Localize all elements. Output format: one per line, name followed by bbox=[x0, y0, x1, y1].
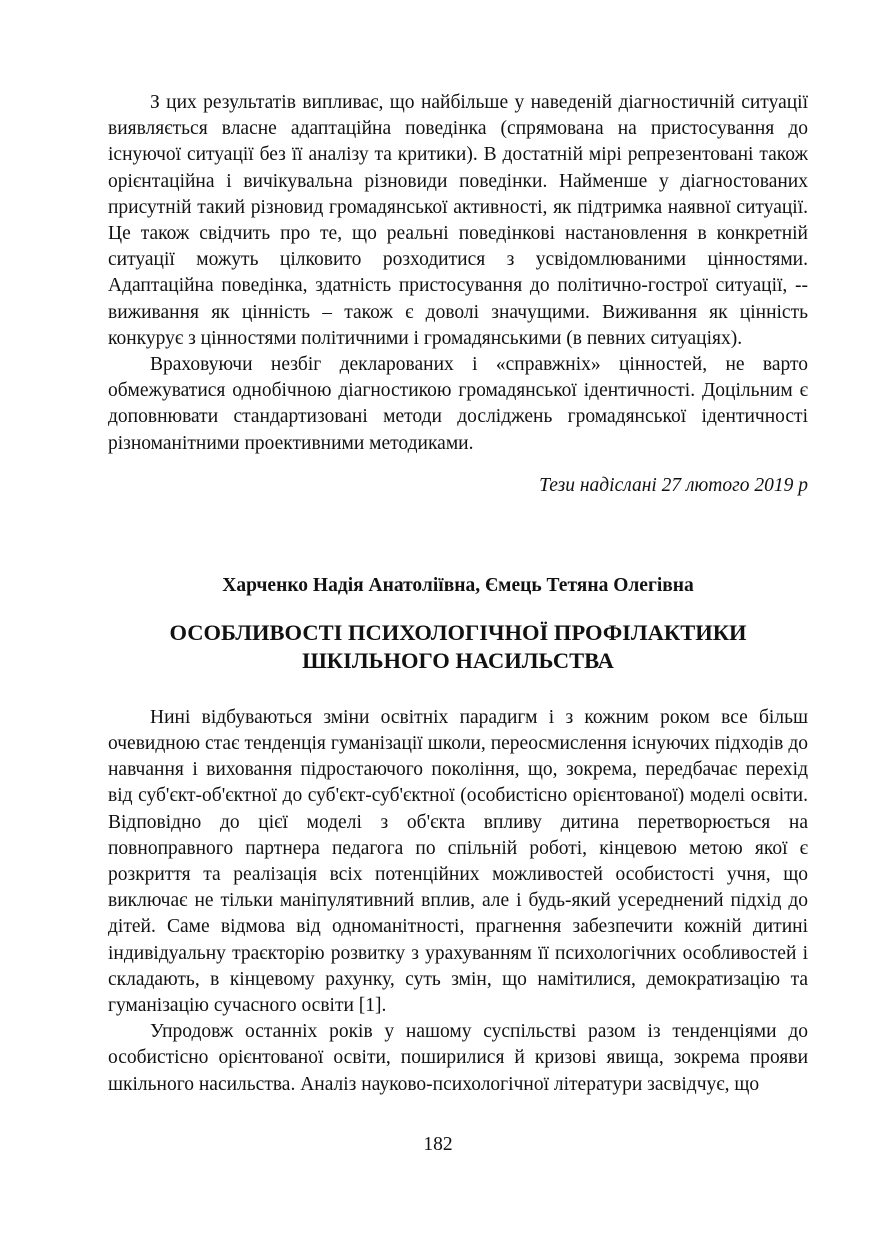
title-line-1: ОСОБЛИВОСТІ ПСИХОЛОГІЧНОЇ ПРОФІЛАКТИКИ bbox=[169, 619, 747, 645]
previous-article-ending bbox=[108, 90, 808, 499]
article-title bbox=[108, 619, 808, 675]
paragraph: З цих результатів випливає, що найбільше у наведеній діагностичній ситуації виявляється власне адаптаційна поведінка (спрямована на пристосування до існуючої ситуації без її аналізу та критики). В достатній мірі репрезентовані також орієнтаційна і вичікувальна різновиди поведінки. Найменше у діагностованих присутній такий різновид громадянської активності, як підтримка наявної ситуації. Це також свідчить про те, що реальні поведінкові настановлення в конкретній ситуації можуть цілковито розходитися з усвідомлюваними цінностями. Адаптаційна поведінка, здатність пристосування до політично-гострої ситуації, -- виживання як цінність – також є доволі значущими. Виживання як цінність конкурує з цінностями політичними і громадянськими (в певних ситуаціях). bbox=[108, 92, 808, 349]
paragraph: Нині відбуваються зміни освітніх парадигм і з кожним роком все більш очевидною стає тенденція гуманізації школи, переосмислення існуючих підходів до навчання і виховання підростаючого покоління, що, зокрема, передбачає перехід від суб'єкт-об'єктної до суб'єкт-суб'єктної (особистісно орієнтованої) моделі освіти. Відповідно до цієї моделі з об'єкта впливу дитина перетворюється на повноправного партнера педагога по спільній роботі, кінцевою метою якої є розкриття та реалізація всіх потенційних можливостей особистості учня, що виключає не тільки маніпулятивний вплив, але і будь-який усереднений підхід до дітей. Саме відмова від одноманітності, прагнення забезпечити кожній дитині індивідуальну траєкторію розвитку з урахуванням її психологічних особливостей і складають, в кінцевому рахунку, суть змін, що намітилися, демократизацію та гуманізацію сучасного освіти [1]. bbox=[108, 706, 808, 1017]
paragraph: Враховуючи незбіг декларованих і «справжніх» цінностей, не варто обмежуватися однобічною діагностикою громадянської ідентичності. Доцільним є доповнювати стандартизовані методи досліджень громадянської ідентичності різноманітними проективними методиками. bbox=[108, 354, 808, 454]
title-line-2: ШКІЛЬНОГО НАСИЛЬСТВА bbox=[302, 647, 614, 673]
page-number: 182 bbox=[423, 1134, 453, 1155]
article-body bbox=[108, 705, 808, 1098]
article bbox=[108, 573, 808, 1098]
paragraph: Упродовж останніх років у нашому суспільстві разом із тенденціями до особистісно орієнтованої освіти, поширилися й кризові явища, зокрема прояви шкільного насильства. Аналіз науково-психологічної літератури засвідчує, що bbox=[108, 1021, 808, 1095]
page-content bbox=[108, 90, 808, 1098]
submission-date: Тези надіслані 27 лютого 2019 р bbox=[539, 474, 808, 496]
authors: Харченко Надія Анатоліївна, Ємець Тетяна Олегівна bbox=[222, 574, 694, 596]
